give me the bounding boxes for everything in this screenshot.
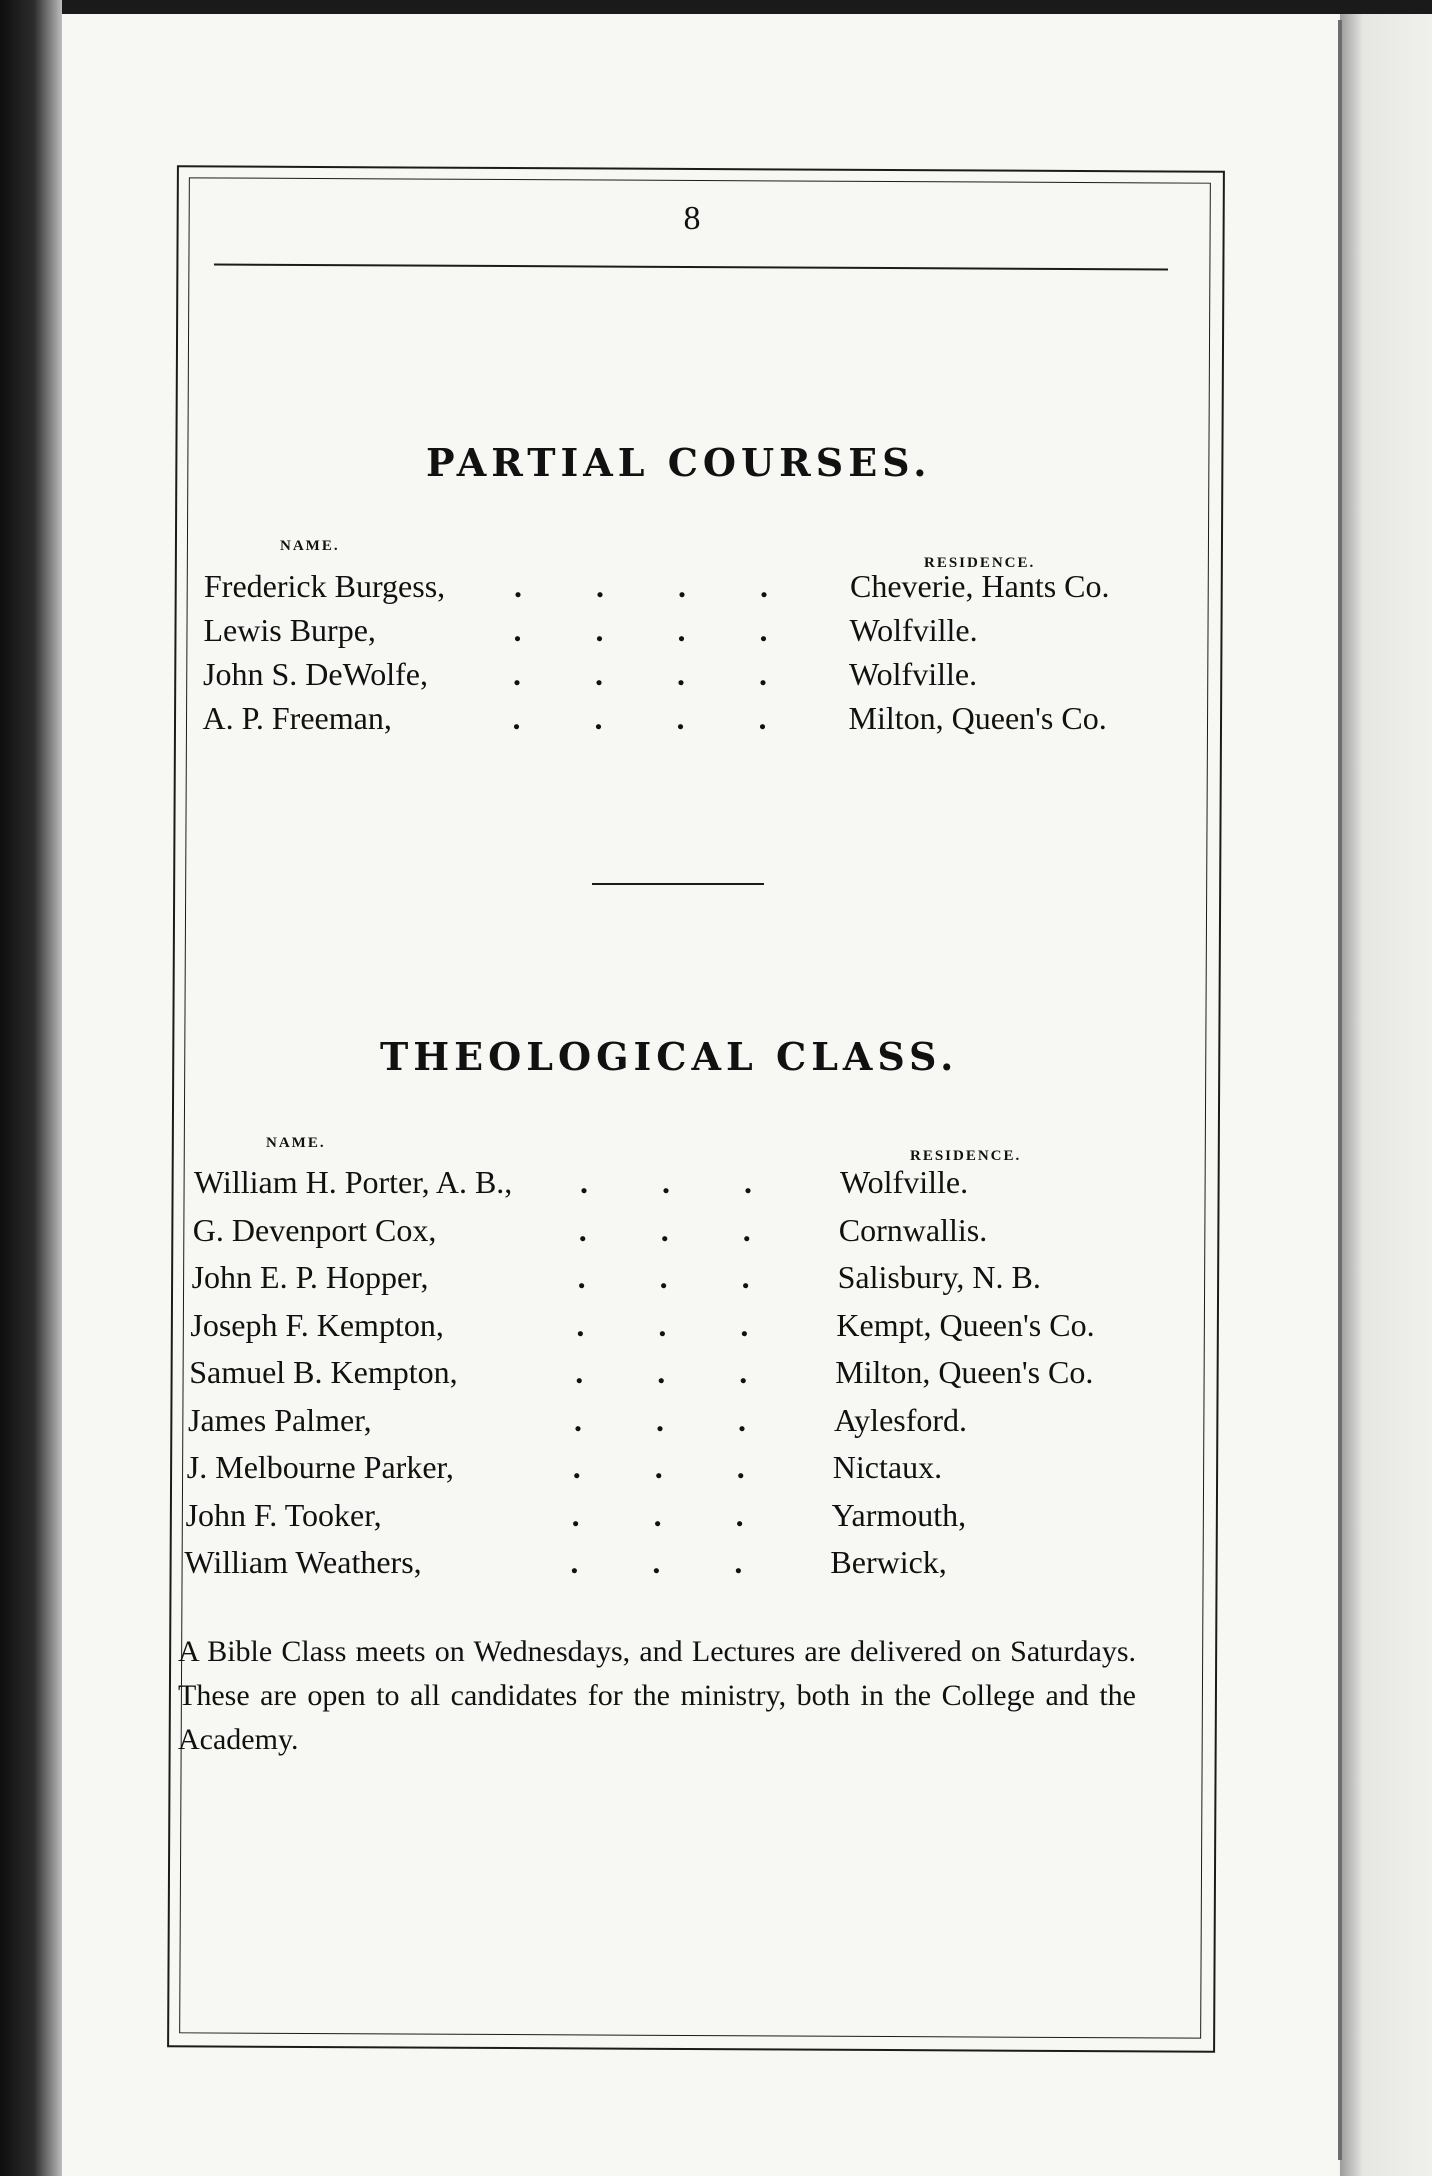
leader-dot: . <box>759 656 767 692</box>
leader-dot: . <box>677 656 685 692</box>
list-item <box>190 1307 1150 1351</box>
list-item <box>192 1259 1152 1303</box>
leader-dot: . <box>577 1259 586 1295</box>
leader-dot: . <box>678 568 686 604</box>
leader-dot: . <box>658 1306 667 1343</box>
leader-dot: . <box>662 1164 670 1200</box>
leader-dot: . <box>652 1544 661 1580</box>
person-name: J. Melbourne Parker, <box>186 1449 454 1485</box>
list-item <box>193 1212 1153 1256</box>
residence: Aylesford. <box>834 1401 968 1438</box>
leader-dot: . <box>572 1449 581 1485</box>
list-item <box>188 1402 1148 1446</box>
partial-courses-title: PARTIAL COURSES. <box>426 440 932 485</box>
residence: Salisbury, N. B. <box>837 1259 1041 1295</box>
residence: Wolfville. <box>849 612 978 648</box>
leader-dot: . <box>574 1401 582 1438</box>
residence: Cornwallis. <box>838 1211 988 1248</box>
residence: Wolfville. <box>849 656 978 692</box>
partial-residence-header: RESIDENCE. <box>924 555 1036 571</box>
leader-dot: . <box>570 1544 579 1580</box>
theological-residence-header: RESIDENCE. <box>910 1148 1022 1164</box>
leader-dot: . <box>513 612 522 648</box>
residence: Cheverie, Hants Co. <box>850 568 1110 604</box>
leader-dot: . <box>594 700 603 736</box>
leader-dot: . <box>596 568 604 604</box>
list-item <box>203 656 1163 700</box>
bible-class-notice: A Bible Class meets on Wednesdays, and Lectures are delivered on Saturdays. These are open to all candidates for the ministry, both in the College and the Academy. <box>178 1635 1136 1756</box>
list-item <box>204 612 1164 656</box>
leader-dot: . <box>576 1306 585 1343</box>
residence: Wolfville. <box>840 1164 969 1200</box>
leader-dot: . <box>656 1401 664 1438</box>
leader-dot: . <box>513 656 521 692</box>
leader-dot: . <box>571 1496 580 1533</box>
scan-left-edge <box>0 0 62 2176</box>
person-name: G. Devenport Cox, <box>192 1211 437 1248</box>
leader-dot: . <box>578 1211 587 1248</box>
leader-dot: . <box>742 1211 751 1248</box>
leader-dot: . <box>740 1306 749 1343</box>
leader-dot: . <box>653 1496 662 1533</box>
leader-dot: . <box>676 700 685 736</box>
theological-name-header: NAME. <box>266 1135 326 1151</box>
leader-dot: . <box>595 656 603 692</box>
list-item <box>194 1164 1154 1208</box>
person-name: William Weathers, <box>184 1544 422 1580</box>
leader-dot: . <box>657 1354 666 1390</box>
theological-class-title: THEOLOGICAL CLASS. <box>380 1034 959 1079</box>
residence: Milton, Queen's Co. <box>848 700 1107 736</box>
leader-dot: . <box>744 1164 752 1200</box>
person-name: Samuel B. Kempton, <box>189 1354 458 1390</box>
person-name: Joseph F. Kempton, <box>190 1306 444 1343</box>
leader-dot: . <box>595 612 604 648</box>
leader-dot: . <box>677 612 686 648</box>
person-name: Lewis Burpe, <box>203 612 376 648</box>
page-fold-line <box>1338 20 1342 2160</box>
leader-dot: . <box>735 1496 744 1533</box>
scan-top-edge <box>0 0 1432 14</box>
leader-dot: . <box>575 1354 584 1390</box>
residence: Yarmouth, <box>831 1496 967 1533</box>
section-divider <box>592 883 764 885</box>
list-item <box>187 1449 1147 1493</box>
list-item <box>189 1354 1149 1398</box>
person-name: John F. Tooker, <box>185 1496 382 1533</box>
person-name: Frederick Burgess, <box>204 568 446 604</box>
leader-dot: . <box>580 1164 588 1200</box>
person-name: James Palmer, <box>188 1401 372 1438</box>
person-name: A. P. Freeman, <box>202 700 392 736</box>
scan-facing-page <box>1340 14 1432 2176</box>
list-item <box>184 1544 1144 1588</box>
list-item <box>204 568 1164 612</box>
person-name: John E. P. Hopper, <box>191 1259 429 1295</box>
leader-dot: . <box>734 1544 743 1580</box>
leader-dot: . <box>759 612 768 648</box>
leader-dot: . <box>659 1259 668 1295</box>
person-name: William H. Porter, A. B., <box>194 1164 513 1200</box>
partial-name-header: NAME. <box>280 538 340 554</box>
list-item <box>203 700 1163 744</box>
leader-dot: . <box>736 1449 745 1485</box>
leader-dot: . <box>739 1354 748 1390</box>
list-item <box>186 1497 1146 1541</box>
residence: Milton, Queen's Co. <box>835 1354 1094 1390</box>
person-name: John S. DeWolfe, <box>203 656 428 692</box>
residence: Nictaux. <box>832 1449 943 1485</box>
leader-dot: . <box>738 1401 746 1438</box>
leader-dot: . <box>512 700 521 736</box>
leader-dot: . <box>741 1259 750 1295</box>
leader-dot: . <box>660 1211 669 1248</box>
leader-dot: . <box>514 568 522 604</box>
leader-dot: . <box>760 568 768 604</box>
page-number: 8 <box>683 200 701 237</box>
leader-dot: . <box>758 700 767 736</box>
leader-dot: . <box>654 1449 663 1485</box>
residence: Berwick, <box>830 1544 947 1580</box>
residence: Kempt, Queen's Co. <box>836 1306 1095 1343</box>
